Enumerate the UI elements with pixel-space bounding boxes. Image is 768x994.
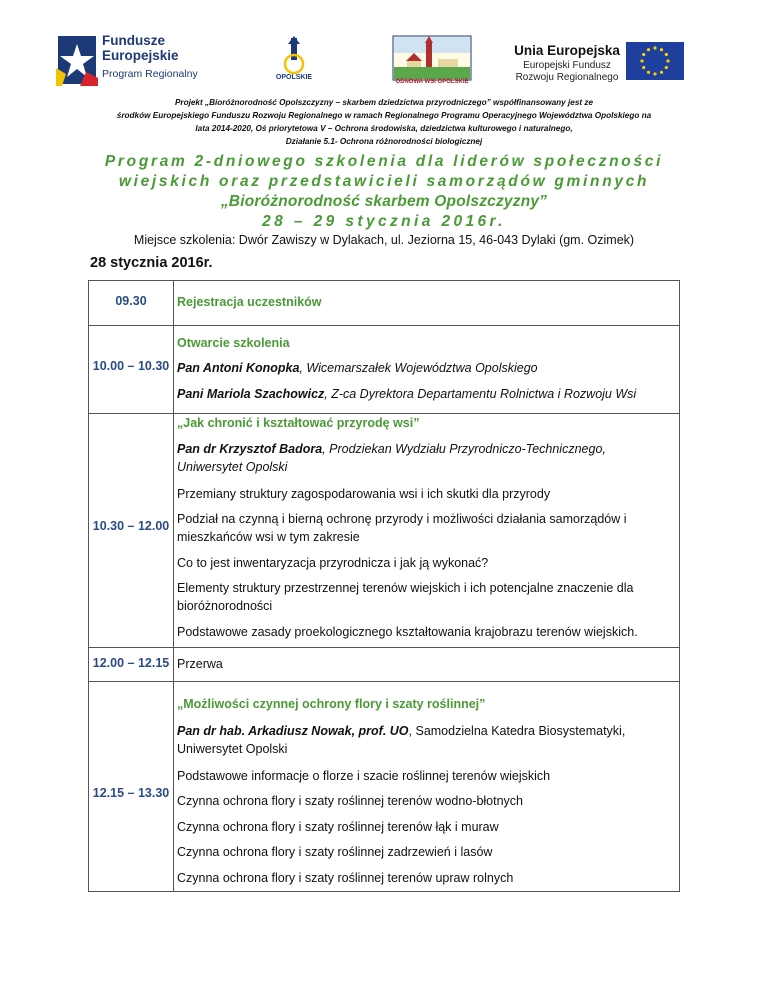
topic-continued: mieszkańców wsi w tym zakresie xyxy=(177,530,360,544)
project-line-1: Projekt „Bioróżnorodność Opolszczyzny – skarbem dziedzictwa przyrodniczego” współfinansowany jest ze xyxy=(174,98,594,107)
project-line-3: lata 2014-2020, Oś priorytetowa V – Ochrona środowiska, dziedzictwa kulturowego i naturalnego, xyxy=(195,124,573,133)
speaker: Pan dr hab. Arkadiusz Nowak, prof. UO, Samodzielna Katedra Biosystematyki, xyxy=(177,724,626,738)
opolskie-emblem-icon xyxy=(268,36,320,74)
table-row xyxy=(89,413,679,648)
speaker-affiliation: Uniwersytet Opolski xyxy=(177,742,288,756)
row-title: Otwarcie szkolenia xyxy=(177,336,290,350)
row-time: 09.30 xyxy=(115,294,147,308)
eu-flag-icon xyxy=(626,42,684,80)
topic: Elementy struktury przestrzennej terenów wiejskich i ich potencjalne znaczenie dla xyxy=(177,581,634,595)
row-time: 10.00 – 10.30 xyxy=(92,359,170,373)
fundusze-star-icon xyxy=(56,34,98,86)
speaker: Pan dr Krzysztof Badora, Prodziekan Wydziału Przyrodniczo-Technicznego, xyxy=(177,442,606,456)
day-heading: 28 stycznia 2016r. xyxy=(90,255,213,271)
topic: Podstawowe informacje o florze i szacie roślinnej terenów wiejskich xyxy=(177,769,551,783)
row-time: 12.00 – 12.15 xyxy=(92,656,170,670)
table-row xyxy=(89,681,679,892)
row-time: 12.15 – 13.30 xyxy=(92,786,170,800)
opolskie-logo: OPOLSKIE xyxy=(268,36,320,94)
odnowa-wsi-logo: ODNOWA WSI OPOLSKIE xyxy=(392,35,472,95)
row-title: „Możliwości czynnej ochrony flory i szaty roślinnej” xyxy=(177,697,486,711)
logo-bar xyxy=(0,22,768,92)
training-location: Miejsce szkolenia: Dwór Zawiszy w Dylakach, ul. Jeziorna 15, 46-043 Dylaki (gm. Ozimek) xyxy=(133,233,635,247)
row-title: Rejestracja uczestników xyxy=(177,295,322,309)
ue-text: Unia Europejska Europejski Fundusz Rozwoju Regionalnego xyxy=(514,43,620,83)
row-title: „Jak chronić i kształtować przyrodę wsi” xyxy=(177,416,420,430)
speaker: Pan Antoni Konopka, Wicemarszałek Województwa Opolskiego xyxy=(177,361,538,375)
fundusze-text: Fundusze Europejskie Program Regionalny xyxy=(102,33,198,80)
table-row xyxy=(89,325,679,414)
row-time: 10.30 – 12.00 xyxy=(92,519,170,533)
topic: Podstawowe zasady proekologicznego kształtowania krajobrazu terenów wiejskich. xyxy=(177,625,638,639)
topic: Czynna ochrona flory i szaty roślinnej terenów wodno-błotnych xyxy=(177,794,524,808)
odnowa-village-icon xyxy=(392,35,472,81)
schedule-table xyxy=(88,280,680,892)
topic: Przemiany struktury zagospodarowania wsi i ich skutki dla przyrody xyxy=(177,487,551,501)
fundusze-europejskie-logo xyxy=(56,30,216,94)
topic: Podział na czynną i bierną ochronę przyrody i możliwości działania samorządów i xyxy=(177,512,627,526)
program-title: Program 2-dniowego szkolenia dla liderów społeczności wiejskich oraz przedstawicieli samorządów gminnych „Bioróżnorodność skarbem Opolszczyzny” 28 – 29 stycznia 2016r. xyxy=(104,153,664,230)
topic: Czynna ochrona flory i szaty roślinnej zadrzewień i lasów xyxy=(177,845,493,859)
table-row xyxy=(89,281,679,325)
project-line-4: Działanie 5.1- Ochrona różnorodności biologicznej xyxy=(285,137,483,146)
topic: Czynna ochrona flory i szaty roślinnej terenów upraw rolnych xyxy=(177,871,514,885)
topic: Czynna ochrona flory i szaty roślinnej terenów łąk i muraw xyxy=(177,820,499,834)
project-line-2: środków Europejskiego Funduszu Rozwoju Regionalnego w ramach Regionalnego Programu Operacyjnego Województwa Opolskiego na xyxy=(116,111,652,120)
topic: Co to jest inwentaryzacja przyrodnicza i jak ją wykonać? xyxy=(177,556,489,570)
row-title: Przerwa xyxy=(177,657,223,671)
speaker-affiliation: Uniwersytet Opolski xyxy=(177,460,288,474)
speaker: Pani Mariola Szachowicz, Z-ca Dyrektora Departamentu Rolnictwa i Rozwoju Wsi xyxy=(177,387,637,401)
table-row xyxy=(89,647,679,682)
topic-continued: bioróżnorodności xyxy=(177,599,273,613)
